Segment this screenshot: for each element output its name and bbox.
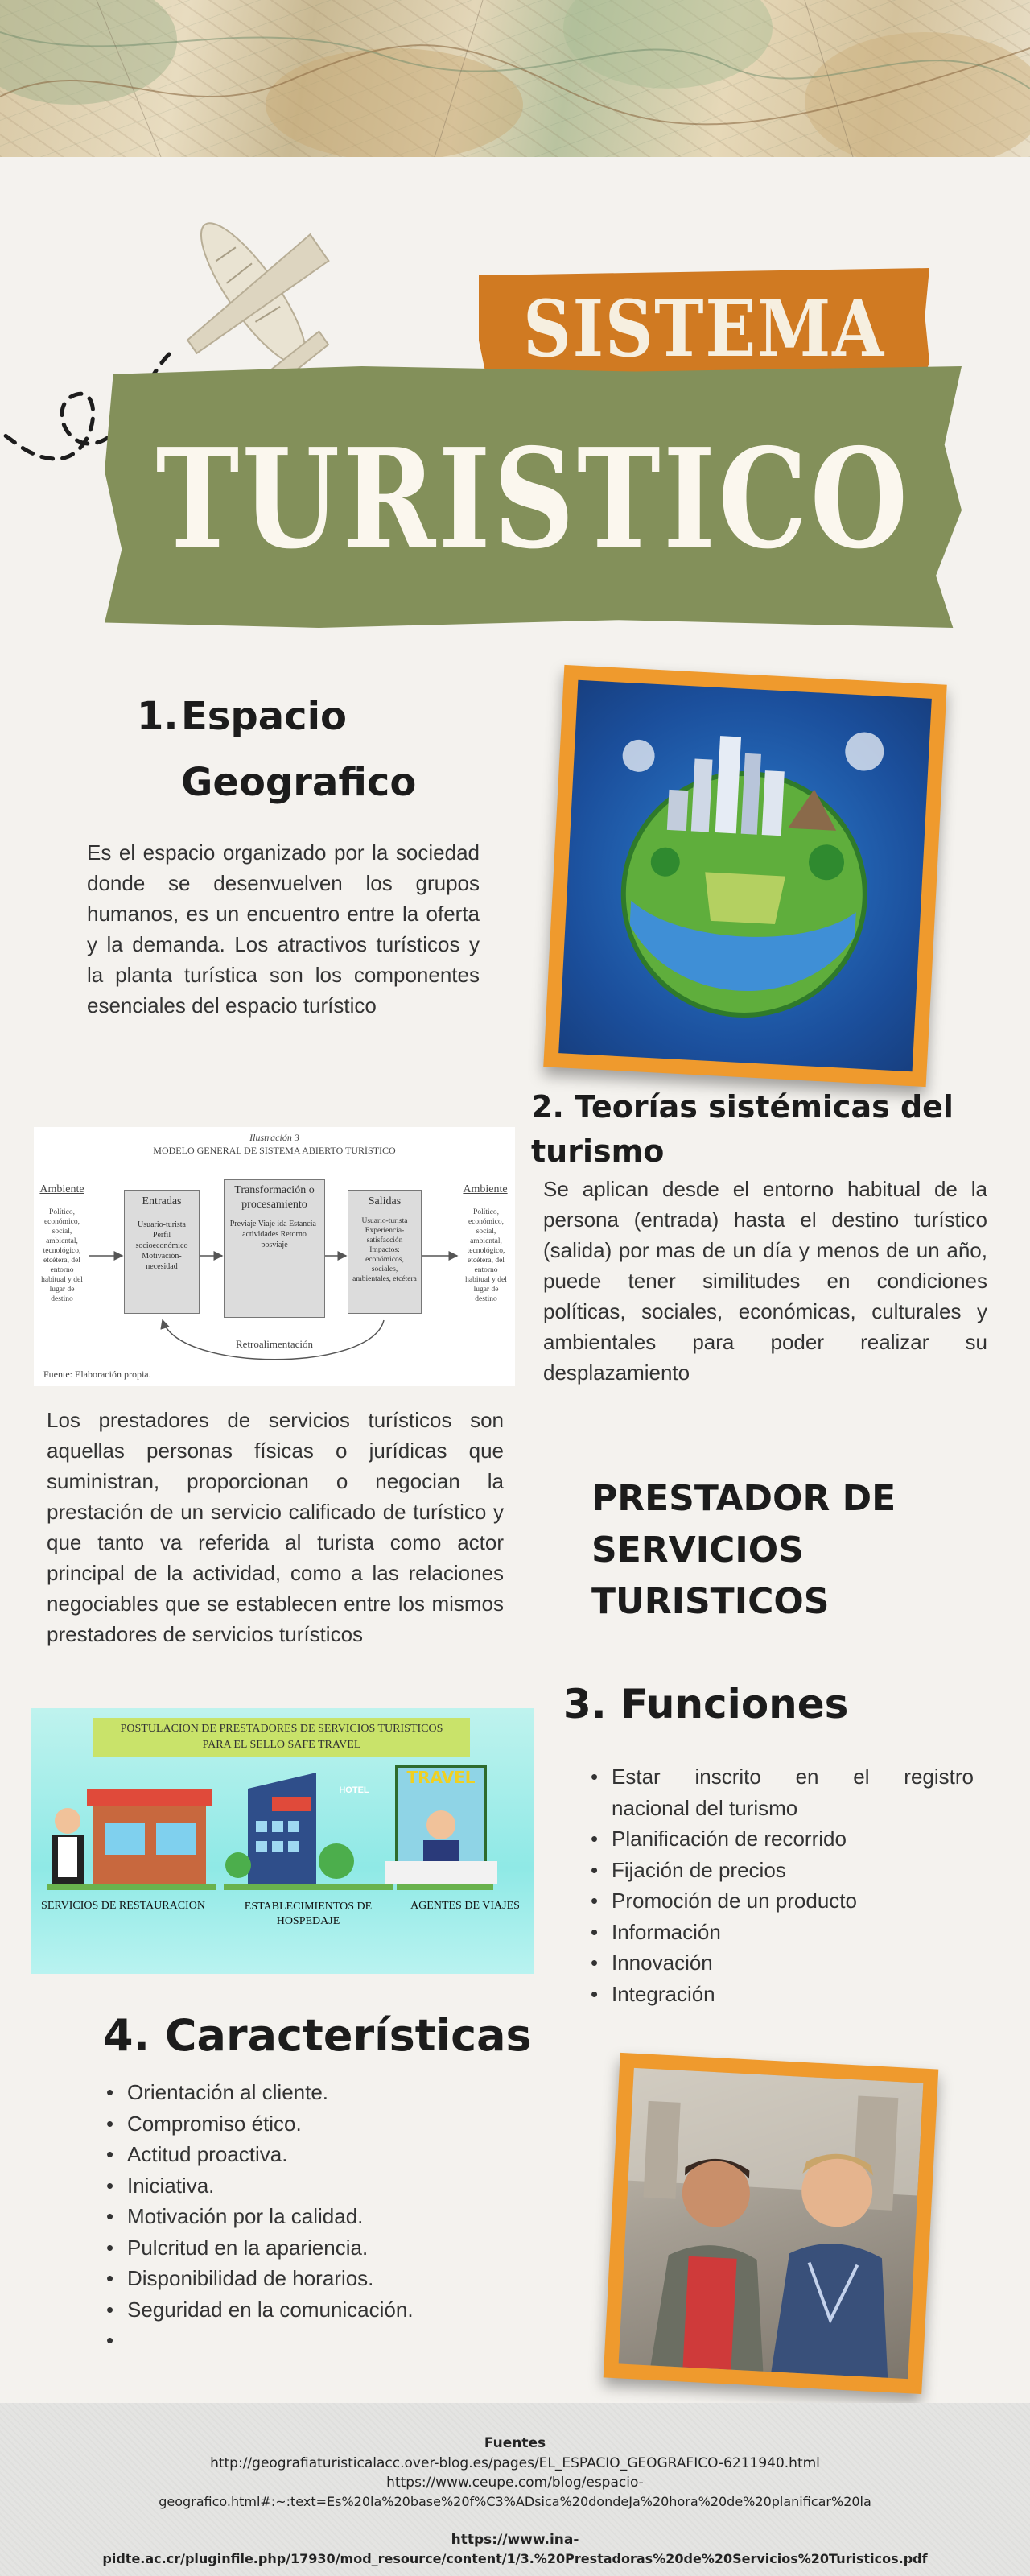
function-item-text: Integración: [612, 1981, 715, 2006]
function-item-text: Promoción de un producto: [612, 1889, 857, 1913]
diagram-right-title: Ambiente: [463, 1183, 508, 1195]
providers-image: [31, 1708, 534, 1974]
characteristic-item-text: Iniciativa.: [127, 2173, 215, 2198]
globe-illustration: [558, 680, 932, 1071]
providers-banner: [93, 1718, 470, 1757]
function-item-text: Información: [612, 1919, 721, 1944]
tourists-photo: [619, 2068, 924, 2379]
characteristic-item: [103, 2077, 505, 2108]
source-link-3-part1[interactable]: https://www.ina-: [451, 2532, 579, 2548]
prestador-heading-line1: PRESTADOR DE: [591, 1478, 896, 1519]
function-item-continued: [587, 1793, 974, 1824]
function-item: [587, 1855, 974, 1886]
characteristic-item: [103, 2108, 505, 2140]
title-turistico: TURISTICO: [155, 419, 911, 580]
vintage-map-banner: [0, 0, 1030, 157]
tourists-illustration: [619, 2068, 924, 2379]
source-link-3-part2[interactable]: pidte.ac.cr/pluginfile.php/17930/mod_resource/content/1/3.%20Prestadoras%20de%20Servicios%20Turisticos.pdf: [102, 2551, 928, 2566]
function-item-text: Fijación de precios: [612, 1857, 786, 1882]
provider-label-hotel-line1: ESTABLECIMIENTOS DE: [244, 1901, 373, 1913]
section3-heading: 3. Funciones: [563, 1681, 849, 1728]
provider-label-hotel-line2: HOSPEDAJE: [276, 1915, 340, 1927]
map-lines: [0, 0, 1030, 157]
prestador-heading: [591, 1473, 896, 1628]
providers-body: Los prestadores de servicios turísticos son aquellas personas físicas o jurídicas que suministran, proporcionan o negocian la prestación de un servicio calificado de turístico y que tanto va referida al turista como actor principal de la actividad, como a las relaciones negociables que se establecen entre los mismos prestadores de servicios turísticos: [47, 1408, 504, 1646]
function-item-text: nacional del turismo: [612, 1795, 798, 1820]
section2-heading-line1: 2. Teorías sistémicas del: [531, 1089, 954, 1125]
tourism-system-diagram: [34, 1127, 515, 1386]
providers-banner-line2: PARA EL SELLO SAFE TRAVEL: [202, 1739, 361, 1751]
diagram-left-title: Ambiente: [39, 1183, 84, 1195]
characteristic-item-text: Motivación por la calidad.: [127, 2204, 364, 2228]
function-item-text: Innovación: [612, 1951, 713, 1975]
functions-list: [587, 1761, 974, 2009]
characteristic-item: [103, 2294, 505, 2326]
function-item: [587, 1761, 974, 1793]
section1-body: Es el espacio organizado por la sociedad donde se desenvuelven los grupos humanos, es un encuentro entre la oferta y la demanda. Los atractivos turísticos y la planta turística son los componentes esenciales del espacio turístico: [87, 840, 480, 1018]
source-link-1[interactable]: http://geografiaturisticalacc.over-blog.es/pages/EL_ESPACIO_GEOGRAFICO-6211940.html: [210, 2455, 820, 2471]
diagram-transform-text: Previaje Viaje ida Estancia-actividades Retorno posviaje: [229, 1220, 319, 1249]
characteristic-item: [103, 2170, 505, 2202]
section2-body: Se aplican desde el entorno habitual de la persona (entrada) hasta el destino turístico (salida) por mas de un día y menos de un año, puede tener similitudes en condiciones políticas, sociales, económicas, culturales y ambientales para poder realizar su desplazamiento: [543, 1177, 987, 1385]
diagram-caption-line1: Ilustración 3: [249, 1132, 299, 1143]
characteristic-item-text: Actitud proactiva.: [127, 2142, 288, 2166]
paper-airplane-icon: [165, 197, 342, 390]
diagram-left-text: Político, económico, social, ambiental, tecnológico, etcétera, del entorno habitual y del lugar de destino: [41, 1208, 83, 1303]
source-link-2-part2[interactable]: geografico.html#:~:text=Es%20la%20base%20f%C3%ADsica%20dondeJa%20hora%20de%20planificar%20la: [159, 2494, 871, 2509]
characteristic-item: [103, 2232, 505, 2264]
characteristic-item: [103, 2201, 505, 2232]
function-item: [587, 1823, 974, 1855]
characteristic-item-text: Seguridad en la comunicación.: [127, 2297, 414, 2322]
title-sistema: SISTEMA: [523, 283, 885, 374]
prestador-heading-line3: TURISTICOS: [591, 1581, 830, 1622]
diagram-right-text: Político, económico, social, ambiental, tecnológico, etcétera, del entorno habitual y del lugar de destino: [465, 1208, 507, 1303]
globe-photo: [558, 680, 932, 1071]
function-item-text: • Estar inscrito en el registro: [612, 1765, 974, 1789]
sources-footer: [0, 2403, 1030, 2576]
source-link-2-part1[interactable]: https://www.ceupe.com/blog/espacio-: [386, 2475, 644, 2491]
diagram-source: Fuente: Elaboración propia.: [43, 1368, 151, 1380]
diagram-salidas-title: Salidas: [368, 1195, 402, 1208]
provider-label-restaurant: SERVICIOS DE RESTAURACION: [41, 1900, 205, 1912]
provider-label-travel: AGENTES DE VIAJES: [410, 1900, 520, 1912]
characteristics-list: [103, 2077, 505, 2325]
diagram-feedback: Retroalimentación: [235, 1338, 314, 1350]
diagram-caption-line2: MODELO GENERAL DE SISTEMA ABIERTO TURÍSTICO: [153, 1145, 396, 1156]
travel-sign: TRAVEL: [406, 1768, 476, 1787]
characteristic-item-text: Compromiso ético.: [127, 2111, 302, 2136]
section1-number: 1.: [137, 694, 179, 739]
characteristic-item-text: Disponibilidad de horarios.: [127, 2266, 374, 2290]
diagram-transform-title: Transformación o procesamiento: [234, 1184, 315, 1211]
section4-heading: 4. Características: [103, 2010, 532, 2061]
function-item-text: Planificación de recorrido: [612, 1827, 847, 1851]
function-item: [587, 1947, 974, 1979]
section1-heading-line2: Geografico: [181, 760, 417, 805]
providers-banner-line1: POSTULACION DE PRESTADORES DE SERVICIOS TURISTICOS: [120, 1723, 443, 1735]
diagram-entradas-text: Usuario-turista Perfil socioeconómico Motivación-necesidad: [135, 1220, 188, 1271]
provider-label-hotel: [220, 1900, 397, 1929]
diagram-salidas-text: Usuario-turista Experiencia-satisfacción Impactos: económicos, sociales, ambientales, etcétera: [352, 1217, 417, 1283]
function-item: [587, 1885, 974, 1917]
characteristic-item: [103, 2263, 505, 2294]
characteristic-item-text: Pulcritud en la apariencia.: [127, 2235, 369, 2260]
sources-title: Fuentes: [484, 2435, 546, 2451]
characteristic-item-text: Orientación al cliente.: [127, 2080, 329, 2104]
section1-heading-line1: Espacio: [181, 694, 347, 739]
characteristic-item: [103, 2139, 505, 2170]
function-item: [587, 1917, 974, 1948]
prestador-heading-line2: SERVICIOS: [591, 1530, 804, 1571]
section2-heading-line2: turismo: [531, 1133, 665, 1169]
function-item: [587, 1979, 974, 2010]
tourists-photo-frame: [604, 2053, 939, 2394]
hotel-sign: HOTEL: [339, 1785, 369, 1795]
diagram-entradas-title: Entradas: [142, 1195, 182, 1208]
globe-photo-frame: [543, 665, 947, 1087]
